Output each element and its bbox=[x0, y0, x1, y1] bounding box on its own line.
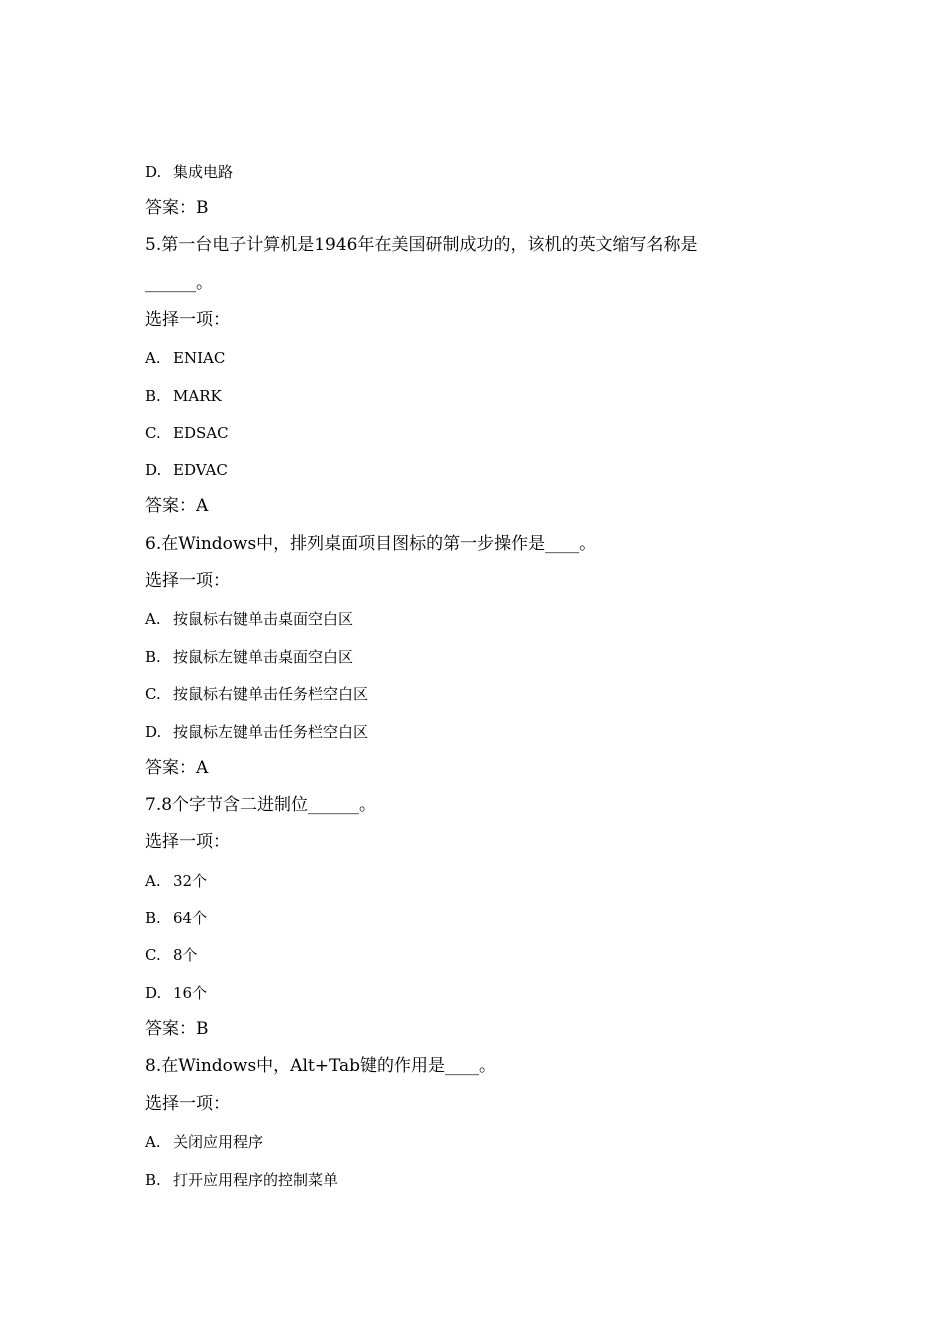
option-c bbox=[145, 423, 229, 443]
option-text: 64个 bbox=[173, 909, 208, 927]
option-letter: A. bbox=[145, 872, 161, 890]
option-letter: D. bbox=[145, 461, 162, 479]
option-letter: B. bbox=[145, 387, 161, 405]
option-text: 32个 bbox=[173, 872, 208, 890]
answer-line: 答案：B bbox=[145, 1019, 209, 1039]
option-d bbox=[145, 983, 207, 1003]
option-letter: D. bbox=[145, 984, 162, 1002]
option-a bbox=[145, 871, 207, 891]
option-text: 按鼠标右键单击桌面空白区 bbox=[173, 610, 354, 628]
option-text: EDVAC bbox=[173, 461, 228, 479]
option-text: 打开应用程序的控制菜单 bbox=[173, 1171, 339, 1189]
option-letter: B. bbox=[145, 648, 161, 666]
question-7-stem: 7.8个字节含二进制位______。 bbox=[145, 795, 377, 815]
option-letter: C. bbox=[145, 685, 161, 703]
option-text: 集成电路 bbox=[173, 163, 234, 181]
question-5-stem: 5.第一台电子计算机是1946年在美国研制成功的，该机的英文缩写名称是 bbox=[145, 235, 698, 255]
question-6-stem: 6.在Windows中，排列桌面项目图标的第一步操作是____。 bbox=[145, 534, 597, 554]
option-d bbox=[145, 162, 233, 182]
option-letter: C. bbox=[145, 424, 161, 442]
option-d bbox=[145, 460, 228, 480]
option-letter: C. bbox=[145, 946, 161, 964]
option-b bbox=[145, 386, 222, 406]
answer-line: 答案：B bbox=[145, 198, 209, 218]
option-a bbox=[145, 609, 353, 629]
option-letter: B. bbox=[145, 1171, 161, 1189]
option-a bbox=[145, 1132, 263, 1152]
choose-one-prompt: 选择一项： bbox=[145, 832, 230, 852]
option-text: 关闭应用程序 bbox=[173, 1133, 264, 1151]
option-c bbox=[145, 684, 368, 704]
option-text: 按鼠标左键单击任务栏空白区 bbox=[173, 723, 369, 741]
option-text: ENIAC bbox=[173, 349, 226, 367]
option-text: 按鼠标右键单击任务栏空白区 bbox=[173, 685, 369, 703]
option-b bbox=[145, 647, 353, 667]
option-d bbox=[145, 722, 368, 742]
option-letter: A. bbox=[145, 610, 161, 628]
option-letter: D. bbox=[145, 723, 162, 741]
option-b bbox=[145, 908, 207, 928]
question-5-stem-cont: ______。 bbox=[145, 273, 213, 293]
question-8-stem: 8.在Windows中，Alt+Tab键的作用是____。 bbox=[145, 1056, 496, 1076]
choose-one-prompt: 选择一项： bbox=[145, 310, 230, 330]
choose-one-prompt: 选择一项： bbox=[145, 1094, 230, 1114]
option-text: 按鼠标左键单击桌面空白区 bbox=[173, 648, 354, 666]
option-letter: A. bbox=[145, 1133, 161, 1151]
option-letter: B. bbox=[145, 909, 161, 927]
option-a bbox=[145, 348, 225, 368]
option-letter: D. bbox=[145, 163, 162, 181]
option-b bbox=[145, 1170, 338, 1190]
option-c bbox=[145, 945, 198, 965]
option-letter: A. bbox=[145, 349, 161, 367]
option-text: 8个 bbox=[173, 946, 198, 964]
answer-line: 答案：A bbox=[145, 496, 209, 516]
option-text: 16个 bbox=[173, 984, 208, 1002]
choose-one-prompt: 选择一项： bbox=[145, 571, 230, 591]
answer-line: 答案：A bbox=[145, 758, 209, 778]
option-text: MARK bbox=[173, 387, 222, 405]
option-text: EDSAC bbox=[173, 424, 229, 442]
